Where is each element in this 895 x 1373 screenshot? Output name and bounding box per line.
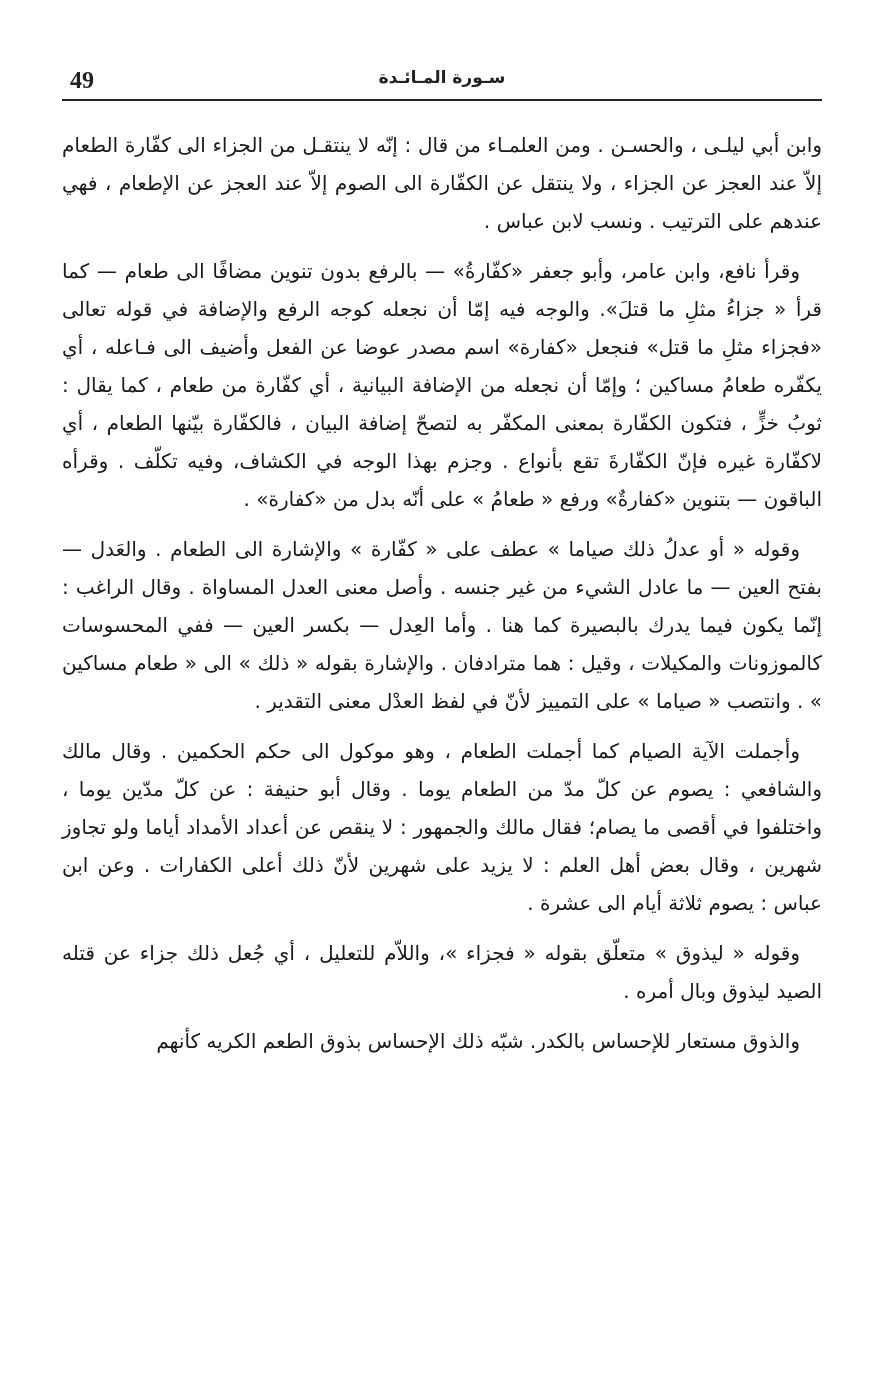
paragraph: وابن أبي ليلـى ، والحسـن . ومن العلمـاء من قال : إنّه لا ينتقـل من الجزاء الى كفّارة الطعام إلاّ عند العجز عن الجزاء ، ولا ينتقل عن الكفّارة الى الصوم إلاّ عند العجز عن الإطعام ، فهي عندهم على الترتيب . ونسب لابن عباس . <box>62 133 822 233</box>
paragraph: وقوله « أو عدلُ ذلك صياما » عطف على « كفّارة » والإشارة الى الطعام . والعَدل — بفتح العين — ما عادل الشيء من غير جنسه . وأصل معنى العدل المساواة . وقال الراغب : إنّما يكون فيما يدرك بالبصيرة كما هنا . وأما العِدل — بكسر العين — ففي المحسوسات كالموزونات والمكيلات ، وقيل : هما مترادفان . والإشارة بقوله « ذلك » الى « طعام مساكين » . وانتصب « صياما » على التمييز لأنّ في لفظ العدْل معنى التقدير . <box>62 537 822 713</box>
page-body <box>62 126 822 1060</box>
header-divider <box>62 99 822 101</box>
paragraph: وقرأ نافع، وابن عامر، وأبو جعفر «كفّارةُ» — بالرفع بدون تنوين مضافًا الى طعام — كما قرأ « جزاءُ مثلِ ما قتلَ». والوجه فيه إمّا أن نجعله كوجه الرفع والإضافة في قوله تعالى «فجزاء مثلِ ما قتل» فنجعل «كفارة» اسم مصدر عوضا عن الفعل وأضيف الى فـاعله ، أي يكفّره طعامُ مساكين ؛ وإمّا أن نجعله من الإضافة البيانية ، أي كفّارة من طعام ، كما يقال : ثوبُ خزٍّ ، فتكون الكفّارة بمعنى المكفّر به لتصحّ إضافة البيان ، فالكفّارة بيّنها الطعام ، أي لاكفّارة غيره فإنّ الكفّارةَ تقع بأنواع . وجزم بهذا الوجه في الكشاف، وفيه تكلّف . وقرأه الباقون — بتنوين «كفارةٌ» ورفع « طعامُ » على أنّه بدل من «كفارة» . <box>62 259 822 511</box>
paragraph: وأجملت الآية الصيام كما أجملت الطعام ، وهو موكول الى حكم الحكمين . وقال مالك والشافعي : يصوم عن كلّ مدّ من الطعام يوما . وقال أبو حنيفة : عن كلّ مدّين يوما ، واختلفوا في أقصى ما يصام؛ فقال مالك والجمهور : لا ينقص عن أعداد الأمداد أياما ولو تجاوز شهرين ، وقال بعض أهل العلم : لا يزيد على شهرين لأنّ ذلك أعلى الكفارات . وعن ابن عباس : يصوم ثلاثة أيام الى عشرة . <box>62 739 822 915</box>
surah-title: سـورة المـائـدة <box>378 68 506 88</box>
paragraph: وقوله « ليذوق » متعلّق بقوله « فجزاء »، واللاّم للتعليل ، أي جُعل ذلك جزاء عن قتله الصيد ليذوق وبال أمره . <box>62 941 822 1003</box>
paragraph: والذوق مستعار للإحساس بالكدر. شبّه ذلك الإحساس بذوق الطعم الكريه كأنهم <box>156 1029 800 1053</box>
page-number: 49 <box>70 68 94 94</box>
page-header <box>62 62 822 102</box>
